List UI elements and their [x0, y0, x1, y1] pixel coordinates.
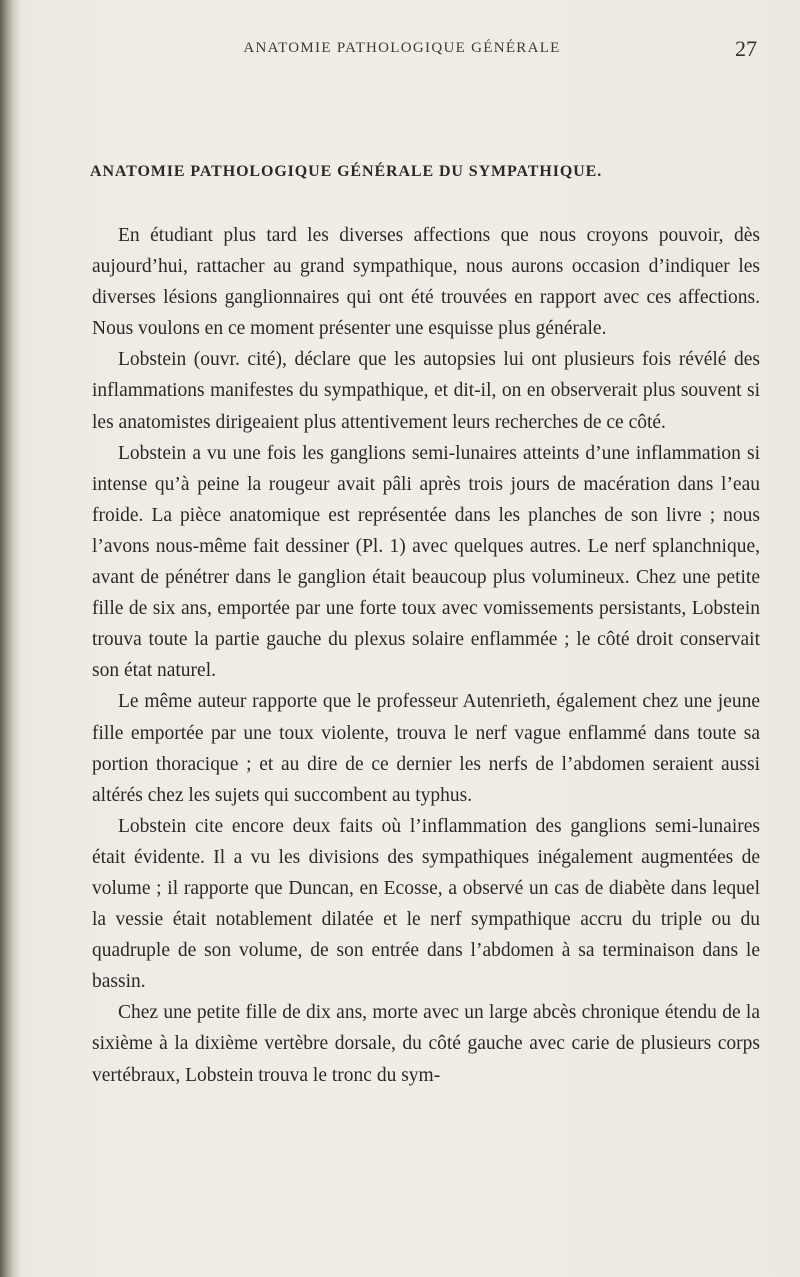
body-text	[92, 220, 760, 1091]
page-number: 27	[735, 36, 757, 61]
paragraph: Lobstein cite encore deux faits où l’inflammation des ganglions semi-lunaires était évidente. Il a vu les divisions des sympathiques inégalement augmentées de volume ; il rapporte que Duncan, en Ecosse, a observé un cas de diabète dans lequel la vessie était notablement dilatée et le nerf sympathique accru du triple ou du quadruple de son volume, de son entrée dans l’abdomen à sa terminaison dans le bassin.	[92, 815, 760, 993]
paragraph: Lobstein a vu une fois les ganglions semi-lunaires atteints d’une inflammation si intense qu’à peine la rougeur avait pâli après trois jours de macération dans l’eau froide. La pièce anatomique est représentée dans les planches de son livre ; nous l’avons nous-même fait dessiner (Pl. 1) avec quelques autres. Le nerf splanchnique, avant de pénétrer dans le ganglion était beaucoup plus volumineux. Chez une petite fille de six ans, emportée par une forte toux avec vomissements persistants, Lobstein trouva toute la partie gauche du plexus solaire enflammée ; le côté droit conservait son état naturel.	[92, 442, 760, 682]
paragraph: Le même auteur rapporte que le professeur Autenrieth, également chez une jeune fille emportée par une toux violente, trouva le nerf vague enflammé dans toute sa portion thoracique ; et au dire de ce dernier les nerfs de l’abdomen seraient aussi altérés chez les sujets qui succombent au typhus.	[92, 691, 760, 806]
section-title: ANATOMIE PATHOLOGIQUE GÉNÉRALE DU SYMPATHIQUE.	[90, 163, 603, 180]
paragraph: Chez une petite fille de dix ans, morte avec un large abcès chronique étendu de la sixième à la dixième vertèbre dorsale, du côté gauche avec carie de plusieurs corps vertébraux, Lobstein trouva le tronc du sym-	[92, 1002, 760, 1086]
running-head: ANATOMIE PATHOLOGIQUE GÉNÉRALE	[243, 40, 561, 56]
paragraph: Lobstein (ouvr. cité), déclare que les autopsies lui ont plusieurs fois révélé des inflammations manifestes du sympathique, et dit-il, on en observerait plus souvent si les anatomistes dirigeaient plus attentivement leurs recherches de ce côté.	[92, 349, 760, 433]
paragraph: En étudiant plus tard les diverses affections que nous croyons pouvoir, dès aujourd’hui, rattacher au grand sympathique, nous aurons occasion d’indiquer les diverses lésions ganglionnaires qui ont été trouvées en rapport avec ces affections. Nous voulons en ce moment présenter une esquisse plus générale.	[92, 225, 760, 340]
binding-gutter	[0, 0, 20, 1277]
